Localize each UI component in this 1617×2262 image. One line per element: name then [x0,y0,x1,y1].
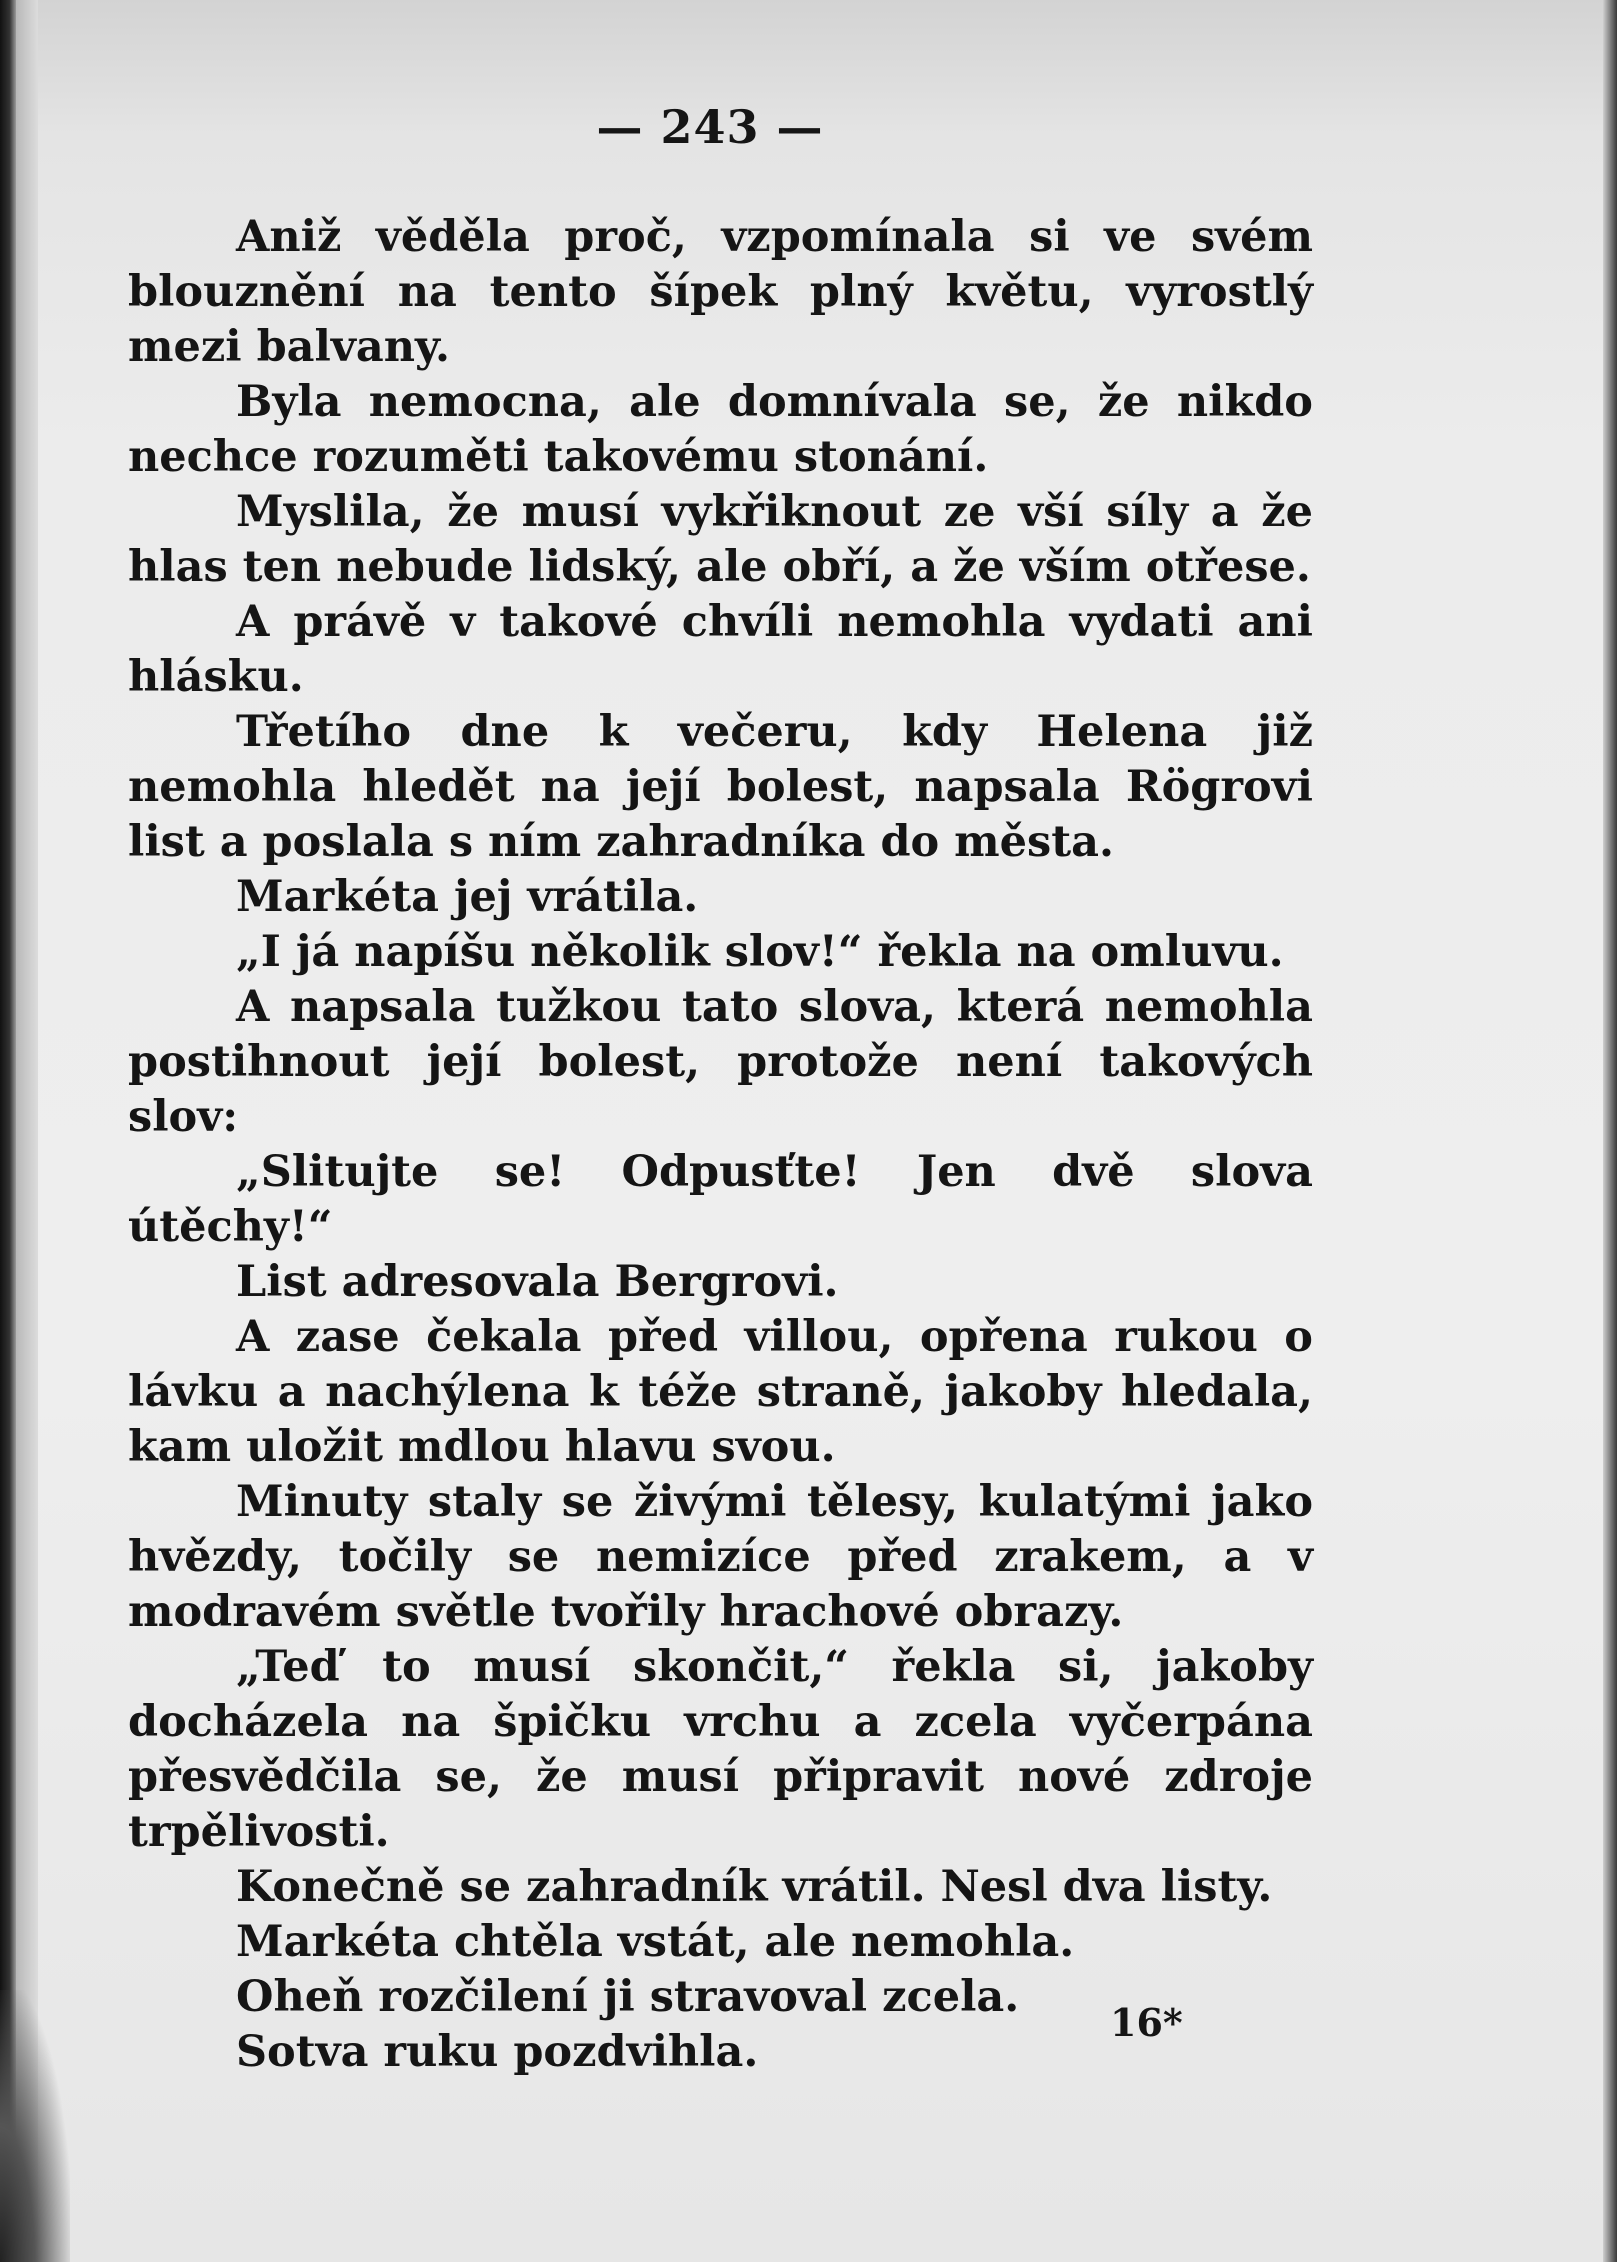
paragraph: Myslila, že musí vykřiknout ze vší síly a že hlas ten nebude lidský, ale obří, a že vším otřese. [128,487,1313,592]
gutter-shadow [0,1990,70,2262]
paragraph: „Slitujte se! Odpusťte! Jen dvě slova útěchy!“ [128,1147,1313,1252]
page-gutter [16,0,38,2262]
signature-mark: 16* [1110,2000,1183,2045]
page-number: — 243 — [596,100,824,154]
paragraph: Minuty staly se živými tělesy, kulatými jako hvězdy, točily se nemizíce před zrakem, a v modravém světle tvořily hrachové obrazy. [128,1477,1313,1637]
paragraph: Aniž věděla proč, vzpomínala si ve svém blouznění na tento šípek plný květu, vyrostlý mezi balvany. [128,212,1313,372]
paragraph: List adresovala Bergrovi. [236,1257,839,1307]
paragraph: „I já napíšu několik slov!“ řekla na omluvu. [236,927,1284,977]
paragraph: Třetího dne k večeru, kdy Helena již nemohla hledět na její bolest, napsala Rögrovi list a poslala s ním zahradníka do města. [128,707,1313,867]
paragraph: Markéta chtěla vstát, ale nemohla. [236,1917,1075,1967]
paragraph: A napsala tužkou tato slova, která nemohla postihnout její bolest, protože není takových slov: [128,982,1313,1142]
paragraph: Konečně se zahradník vrátil. Nesl dva listy. [236,1862,1273,1912]
paragraph: Byla nemocna, ale domnívala se, že nikdo nechce rozuměti takovému stonání. [128,377,1313,482]
paragraph: Oheň rozčilení ji stravoval zcela. [236,1972,1020,2022]
paragraph: Sotva ruku pozdvihla. [236,2027,759,2077]
paragraph: A zase čekala před villou, opřena rukou o lávku a nachýlena k téže straně, jakoby hledala, kam uložit mdlou hlavu svou. [128,1312,1313,1472]
page-edge-shadow [1603,0,1617,2262]
paragraph: Markéta jej vrátila. [236,872,699,922]
book-spine [0,0,16,2262]
body-text [128,210,1313,2080]
paragraph: A právě v takové chvíli nemohla vydati ani hlásku. [128,597,1313,702]
paragraph: „Teď to musí skončit,“ řekla si, jakoby docházela na špičku vrchu a zcela vyčerpána přesvědčila se, že musí připravit nové zdroje trpělivosti. [128,1642,1313,1857]
